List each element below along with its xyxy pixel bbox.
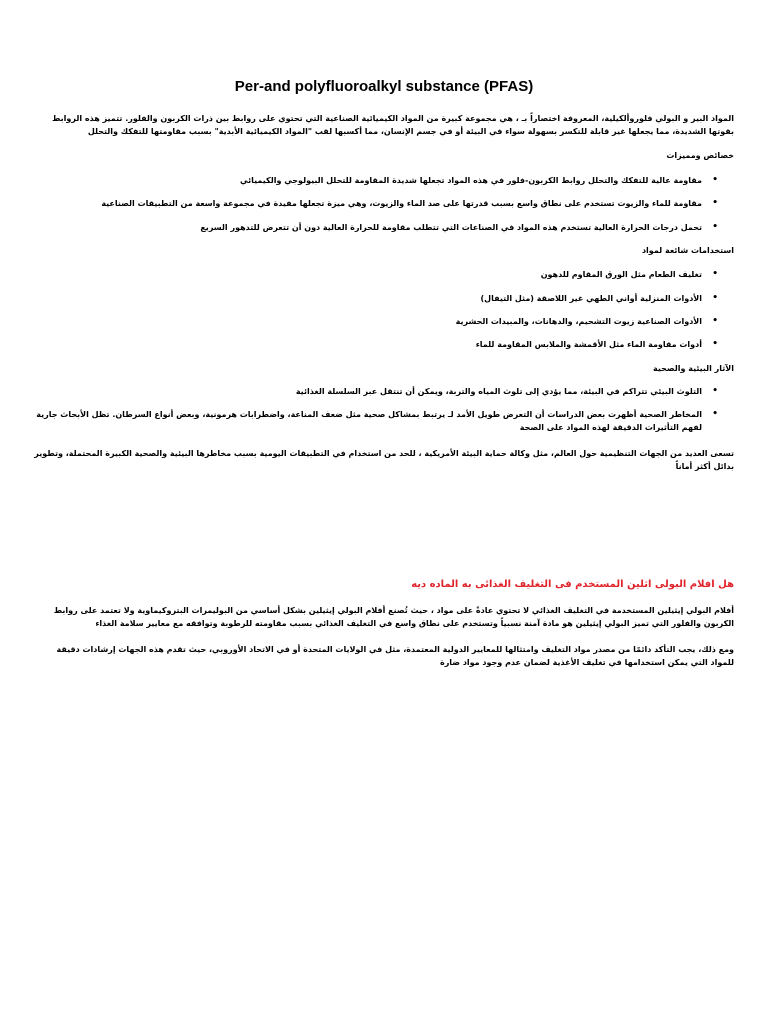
list-item: • تغليف الطعام مثل الورق المقاوم للدهون (541, 268, 718, 281)
list-item: • مقاومة عالية للتفكك والتحلل روابط الكربون-فلور في هذه المواد تجعلها شديدة المقاومة للتحلل البيولوجي والكيميائي (240, 174, 718, 187)
intro-paragraph: المواد البير و البولي فلوروألكيلية، المعروفة اختصاراً بـ ، هي مجموعة كبيرة من المواد الكيميائية الصناعية التي تحتوي على روابط بين ذرات الكربون والفلور. تتميز هذه الروابط بقوتها الشديدة، مما يجعلها غير قابلة للتكسر بسهولة سواء في البيئة أو في جسم الإنسان، مما أكسبها لقب "المواد الكيميائية الأبدية" بسبب مقاومتها للتفكك والتحلل (52, 114, 734, 136)
list-item: • مقاومة للماء والزيوت تستخدم على نطاق واسع بسبب قدرتها على صد الماء والزيوت، وهي ميزة تجعلها مفيدة في مجموعة واسعة من التطبيقات الصناعية (101, 197, 718, 210)
list-item: • الأدوات المنزلية أواني الطهي غير اللاصقة (مثل التيفال) (480, 292, 718, 305)
section-heading-uses: استخدامات شائعة لمواد (641, 246, 734, 255)
list-item: • تحمل درجات الحرارة العالية تستخدم هذه المواد في الصناعات التي تتطلب مقاومة للحرارة العالية دون أن تتعرض للتدهور السريع (200, 221, 718, 234)
list-item: • الأدوات الصناعية زيوت التشحيم، والدهانات، والمبيدات الحشرية (456, 315, 718, 328)
question-heading: هل افلام البولى اثلين المستخدم فى التغليف الغذائى به الماده ديه (411, 579, 734, 590)
list-item: • التلوث البيئي تتراكم في البيئة، مما يؤدي إلى تلوث المياه والتربة، ويمكن أن تنتقل عبر السلسلة الغذائية (296, 385, 718, 398)
answer-paragraph-1: أفلام البولي إيثيلين المستخدمة في التغليف الغذائي لا تحتوي عادةً على مواد ، حيث تُصنع أفلام البولي إيثيلين بشكل أساسي من البوليمرات البتروكيماوية ولا تعتمد على روابط الكربون والفلور التي تميز البولي إيثيلين هو مادة آمنة نسبياً وتستخدم على نطاق واسع في التغليف الغذائي بسبب مقاومته للرطوبة وتوافقه مع معايير سلامة الغذاء (53, 606, 734, 628)
list-item: • أدوات مقاومة الماء مثل الأقمشة والملابس المقاومة للماء (476, 338, 718, 351)
document-title: Per-and polyfluoroalkyl substance (PFAS) (234, 78, 534, 95)
section-heading-properties: خصائص ومميزات (666, 151, 734, 160)
section-heading-impacts: الآثار البيئية والصحية (652, 364, 734, 373)
regulation-paragraph: تسعى العديد من الجهات التنظيمية حول العالم، مثل وكالة حماية البيئة الأمريكية ، للحد من استخدام في التطبيقات اليومية بسبب مخاطرها البيئية والصحية الكبيرة المحتملة، وتطوير بدائل أكثر أماناً (34, 449, 734, 471)
answer-paragraph-2: ومع ذلك، يجب التأكد دائمًا من مصدر مواد التغليف وامتثالها للمعايير الدولية المعتمدة، مثل في الولايات المتحدة أو في الاتحاد الأوروبي، حيث تقدم هذه الجهات إرشادات دقيقة للمواد التي يمكن استخدامها في تغليف الأغذية لضمان عدم وجود مواد ضارة (56, 645, 734, 667)
list-item: • المخاطر الصحية أظهرت بعض الدراسات أن التعرض طويل الأمد لـ يرتبط بمشاكل صحية مثل ضعف المناعة، واضطرابات هرمونية، وبعض أنواع السرطان. تظل الأبحاث جارية لفهم التأثيرات الدقيقة لهذه المواد على الصحة (34, 408, 718, 434)
